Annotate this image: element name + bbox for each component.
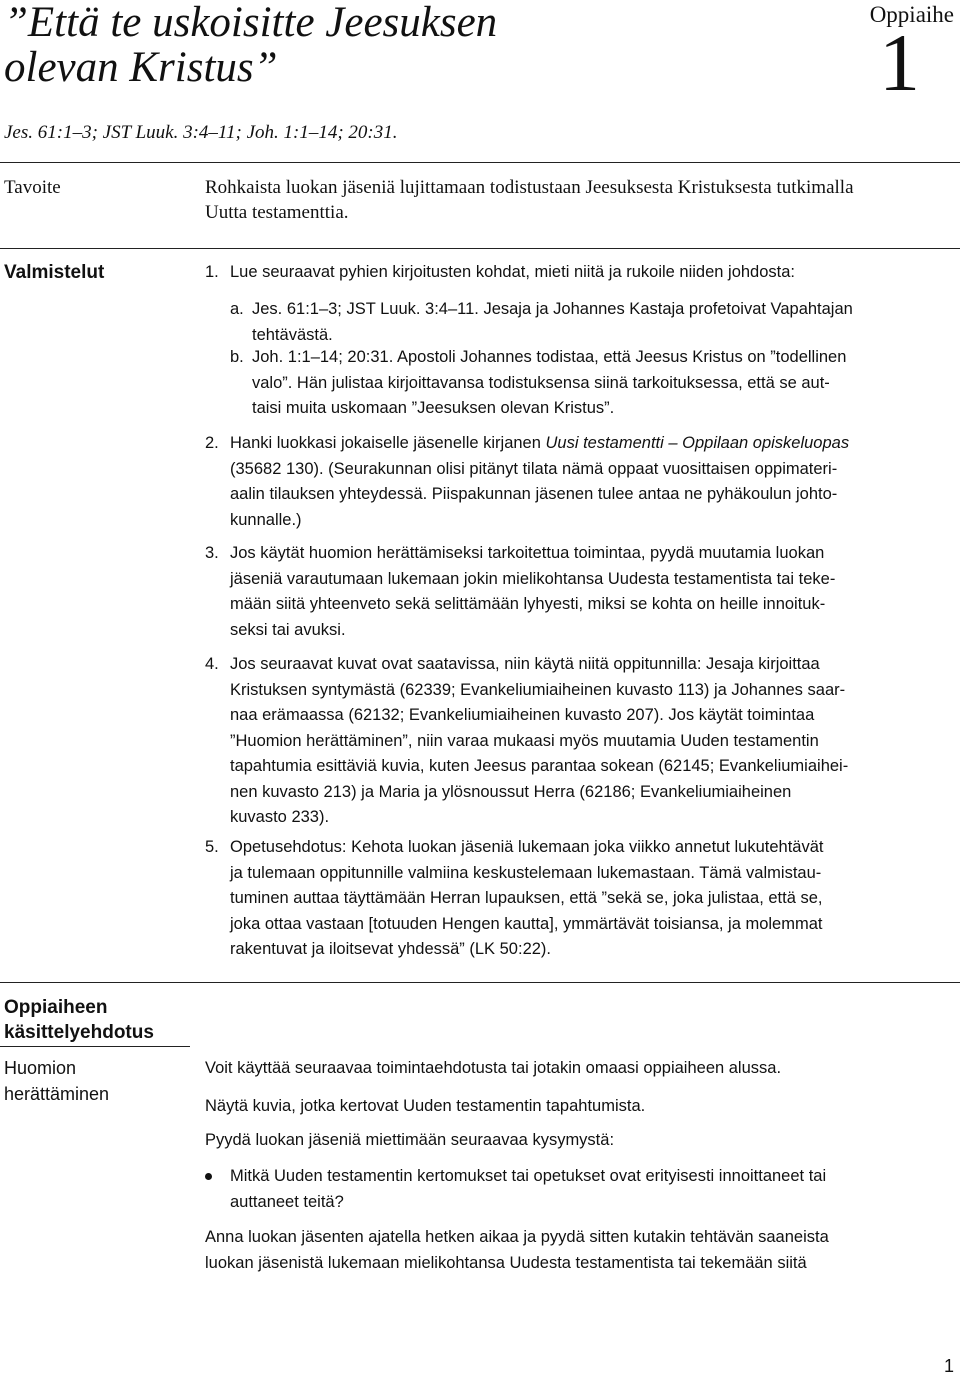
kasittely-para-4: [205, 1225, 955, 1276]
sub-marker: a.: [230, 300, 244, 318]
tavoite-text: [205, 175, 955, 225]
item-4-line-3: naa erämaassa (62132; Evankeliumiaiheinen kuvasto 207). Jos käytät toimintaa: [230, 706, 815, 724]
item-4-line-4: ”Huomion herättäminen”, niin varaa mukaasi myös muutamia Uuden testamentin: [230, 731, 819, 750]
valmistelut-sub-a: [230, 297, 955, 348]
item-3-line-1: Jos käytät huomion herättämiseksi tarkoitettua toimintaa, pyydä muutamia luokan: [230, 544, 825, 562]
bullet-line-1: Mitkä Uuden testamentin kertomukset tai opetukset ovat erityisesti innoittaneet tai: [230, 1167, 827, 1185]
sublabel-line-1: Huomion: [4, 1058, 77, 1078]
item-number: 4.: [205, 655, 219, 673]
divider-kasittely: [0, 982, 960, 983]
item-4-line-5: tapahtumia esittäviä kuvia, kuten Jeesus parantaa sokean (62145; Evankeliumiaihei-: [230, 757, 849, 775]
item-3-line-3: mään siitä yhteenveto sekä selittämään lyhyesti, miksi se kohta on heille innoituk-: [230, 595, 826, 613]
item-5-line-5: rakentuvat ja iloitsevat yhdessä” (LK 50:22).: [230, 940, 552, 958]
item-5-line-3: tuminen auttaa täyttämään Herran lupauksen, että ”sekä se, joka julistaa, että se,: [230, 889, 823, 907]
valmistelut-item-1: [205, 260, 955, 286]
item-2-line-1: [230, 431, 955, 457]
kasittely-para-3: Pyydä luokan jäseniä miettimään seuraavaa kysymystä:: [205, 1131, 615, 1149]
valmistelut-item-4: [205, 652, 955, 831]
divider-valmistelut: [0, 248, 960, 249]
item-4-line-2: Kristuksen syntymästä (62339; Evankeliumiaiheinen kuvasto 113) ja Johannes saar-: [230, 680, 846, 699]
tavoite-line-2: Uutta testamenttia.: [205, 202, 349, 223]
valmistelut-item-5: [205, 835, 955, 963]
item-4-line-1: Jos seuraavat kuvat ovat saatavissa, niin käytä niitä oppitunnilla: Jesaja kirjoittaa: [230, 655, 820, 673]
item-2-line-2: (35682 130). (Seurakunnan olisi pitänyt tilata nämä oppaat vuosittaisen oppimateri-: [230, 459, 838, 478]
item-1-text: Lue seuraavat pyhien kirjoitusten kohdat, mieti niitä ja rukoile niiden johdosta:: [230, 263, 796, 281]
sub-a-line-2: tehtävästä.: [252, 325, 333, 344]
page-number: 1: [943, 1356, 954, 1376]
valmistelut-label: Valmistelut: [4, 262, 105, 283]
divider-sublabel: [0, 1046, 190, 1047]
item-2-line-1-start: Hanki luokkasi jokaiselle jäsenelle kirjanen: [230, 434, 546, 452]
huomion-herattaminen-label: [4, 1056, 109, 1107]
item-number: 3.: [205, 544, 219, 562]
page-title: [4, 0, 644, 90]
item-2-book-title: Uusi testamentti – Oppilaan opiskeluopas: [545, 434, 850, 452]
kasittely-bullet-question: [230, 1164, 955, 1215]
valmistelut-item-2: [205, 431, 955, 533]
kasittely-para-1: Voit käyttää seuraavaa toimintaehdotusta tai jotakin omaasi oppiaiheen alussa.: [205, 1059, 782, 1077]
bullet-icon: [205, 1173, 212, 1180]
item-5-line-2: ja tulemaan oppitunnille valmiina keskustelemaan lukemastaan. Tämä valmistau-: [230, 863, 822, 882]
sub-b-line-1: Joh. 1:1–14; 20:31. Apostoli Johannes todistaa, että Jeesus Kristus on ”todellinen: [252, 348, 847, 366]
para-4-line-2: luokan jäsenistä lukemaan mielikohtansa Uudesta testamentista tai tekemään siitä: [205, 1253, 807, 1272]
divider-top: [0, 162, 960, 163]
sub-b-line-3: taisi muita uskomaan ”Jeesuksen olevan Kristus”.: [252, 399, 615, 417]
para-4-line-1: Anna luokan jäsenten ajatella hetken aikaa ja pyydä sitten kutakin tehtävän saaneista: [205, 1228, 829, 1246]
item-5-line-4: joka ottaa vastaan [totuuden Hengen kautta], ymmärtävät toisiansa, ja molemmat: [230, 914, 823, 933]
title-line-1: ”Että te uskoisitte Jeesuksen: [4, 0, 498, 46]
item-number: 2.: [205, 434, 219, 452]
sub-marker: b.: [230, 348, 244, 366]
valmistelut-sub-b: [230, 345, 955, 422]
tavoite-label: Tavoite: [4, 177, 61, 198]
kasittely-label-line-1: Oppiaiheen: [4, 997, 108, 1018]
bullet-line-2: auttaneet teitä?: [230, 1192, 344, 1211]
lesson-label: Oppiaihe: [869, 2, 954, 27]
sublabel-line-2: herättäminen: [4, 1083, 110, 1104]
title-line-2: olevan Kristus”: [4, 44, 278, 91]
item-number: 5.: [205, 838, 219, 856]
item-number: 1.: [205, 263, 219, 281]
sub-b-line-2: valo”. Hän julistaa kirjoittavansa todistuksensa siinä tarkoituksessa, että se aut-: [252, 373, 830, 392]
kasittely-label: [4, 995, 154, 1045]
item-5-line-1: Opetusehdotus: Kehota luokan jäseniä lukemaan joka viikko annetut lukutehtävät: [230, 838, 824, 856]
tavoite-line-1: Rohkaista luokan jäseniä lujittamaan todistustaan Jeesuksesta Kristuksesta tutkimalla: [205, 177, 854, 198]
item-3-line-2: jäseniä varautumaan lukemaan jokin mielikohtansa Uudesta testamentista tai teke-: [230, 569, 836, 588]
item-2-line-4: kunnalle.): [230, 510, 302, 529]
item-2-line-3: aalin tilauksen yhteydessä. Piispakunnan jäsenen tulee antaa ne pyhäkoulun johto-: [230, 485, 838, 503]
item-3-line-4: seksi tai avuksi.: [230, 620, 346, 639]
kasittely-para-2: Näytä kuvia, jotka kertovat Uuden testamentin tapahtumista.: [205, 1097, 646, 1115]
item-4-line-7: kuvasto 233).: [230, 808, 330, 826]
valmistelut-item-3: [205, 541, 955, 643]
item-4-line-6: nen kuvasto 213) ja Maria ja ylösnoussut Herra (62186; Evankeliumiaiheinen: [230, 782, 792, 801]
scripture-references: Jes. 61:1–3; JST Luuk. 3:4–11; Joh. 1:1–14; 20:31.: [4, 122, 398, 143]
sub-a-line-1: Jes. 61:1–3; JST Luuk. 3:4–11. Jesaja ja Johannes Kastaja profetoivat Vapahtajan: [252, 300, 853, 318]
kasittely-label-line-2: käsittelyehdotus: [4, 1022, 154, 1043]
lesson-number: 1: [879, 17, 920, 108]
